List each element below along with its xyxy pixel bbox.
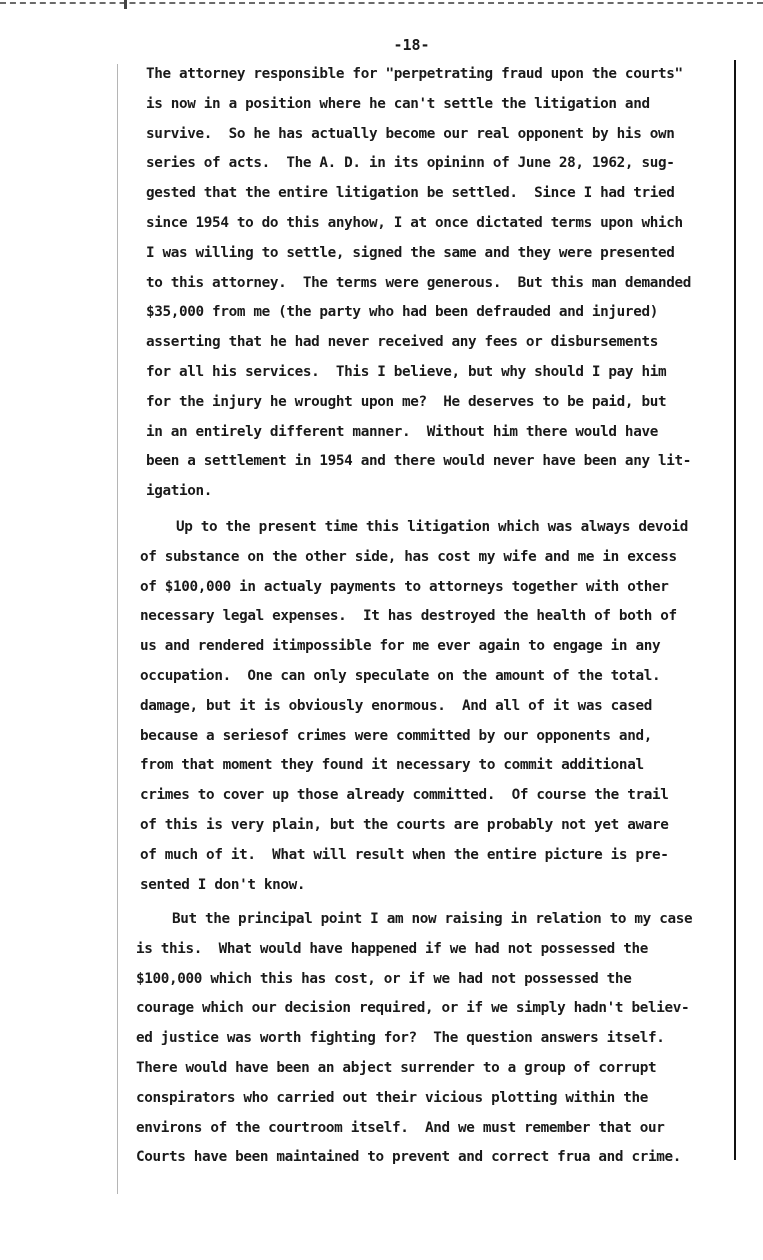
text-line: of substance on the other side, has cost my wife and me in excess — [140, 548, 677, 565]
text-line: $35,000 from me (the party who had been defrauded and injured) — [146, 304, 658, 321]
text-line: sented I don't know. — [140, 876, 306, 893]
text-line: of $100,000 in actualy payments to attorneys together with other — [140, 578, 669, 595]
text-line: occupation. One can only speculate on the amount of the total. — [140, 667, 661, 684]
text-line: of this is very plain, but the courts are probably not yet aware — [140, 816, 669, 833]
text-line: conspirators who carried out their vicious plotting within the — [136, 1089, 648, 1106]
text-line: is now in a position where he can't settle the litigation and — [146, 95, 650, 112]
paragraph-3 — [136, 905, 692, 1173]
text-line: courage which our decision required, or if we simply hadn't believ- — [136, 1000, 690, 1017]
page-number: -18- — [393, 36, 430, 54]
text-line: gested that the entire litigation be settled. Since I had tried — [146, 185, 675, 202]
right-margin-line — [734, 60, 736, 1160]
text-line: asserting that he had never received any fees or disbursements — [146, 334, 658, 351]
text-line: been a settlement in 1954 and there would never have been any lit- — [146, 453, 691, 470]
text-line: us and rendered itimpossible for me ever again to engage in any — [140, 638, 661, 655]
text-line: igation. — [146, 483, 213, 500]
text-line: from that moment they found it necessary to commit additional — [140, 757, 644, 774]
text-line: Courts have been maintained to prevent and correct frua and crime. — [136, 1149, 681, 1166]
text-line: to this attorney. The terms were generous. But this man demanded — [146, 274, 691, 291]
text-line: But the principal point I am now raising in relation to my case — [172, 911, 693, 927]
text-line: in an entirely different manner. Without him there would have — [146, 423, 658, 440]
text-line: for all his services. This I believe, but why should I pay him — [146, 363, 667, 380]
text-line: crimes to cover up those already committed. Of course the trail — [140, 787, 669, 804]
top-edge-rule — [0, 2, 763, 4]
text-line: The attorney responsible for "perpetrating fraud upon the courts" — [146, 66, 683, 82]
text-line: series of acts. The A. D. in its opininn of June 28, 1962, sug- — [146, 155, 675, 172]
text-line: ed justice was worth fighting for? The question answers itself. — [136, 1030, 665, 1047]
text-line: $100,000 which this has cost, or if we had not possessed the — [136, 970, 632, 987]
text-line: damage, but it is obviously enormous. And all of it was cased — [140, 697, 652, 714]
text-line: for the injury he wrought upon me? He deserves to be paid, but — [146, 393, 667, 410]
paragraph-1 — [146, 60, 691, 507]
text-line: is this. What would have happened if we had not possessed the — [136, 940, 648, 957]
text-line: There would have been an abject surrender to a group of corrupt — [136, 1059, 657, 1076]
text-line: necessary legal expenses. It has destroyed the health of both of — [140, 608, 677, 625]
text-line: environs of the courtroom itself. And we must remember that our — [136, 1119, 665, 1136]
text-line: since 1954 to do this anyhow, I at once dictated terms upon which — [146, 214, 683, 231]
text-line: because a seriesof crimes were committed by our opponents and, — [140, 727, 652, 744]
text-line: Up to the present time this litigation which was always devoid — [176, 519, 688, 535]
text-line: of much of it. What will result when the entire picture is pre- — [140, 846, 669, 863]
left-margin-line — [117, 64, 118, 1194]
text-line: survive. So he has actually become our real opponent by his own — [146, 125, 675, 142]
paragraph-2 — [140, 513, 688, 900]
top-edge-tick — [124, 0, 127, 9]
text-line: I was willing to settle, signed the same and they were presented — [146, 244, 675, 261]
